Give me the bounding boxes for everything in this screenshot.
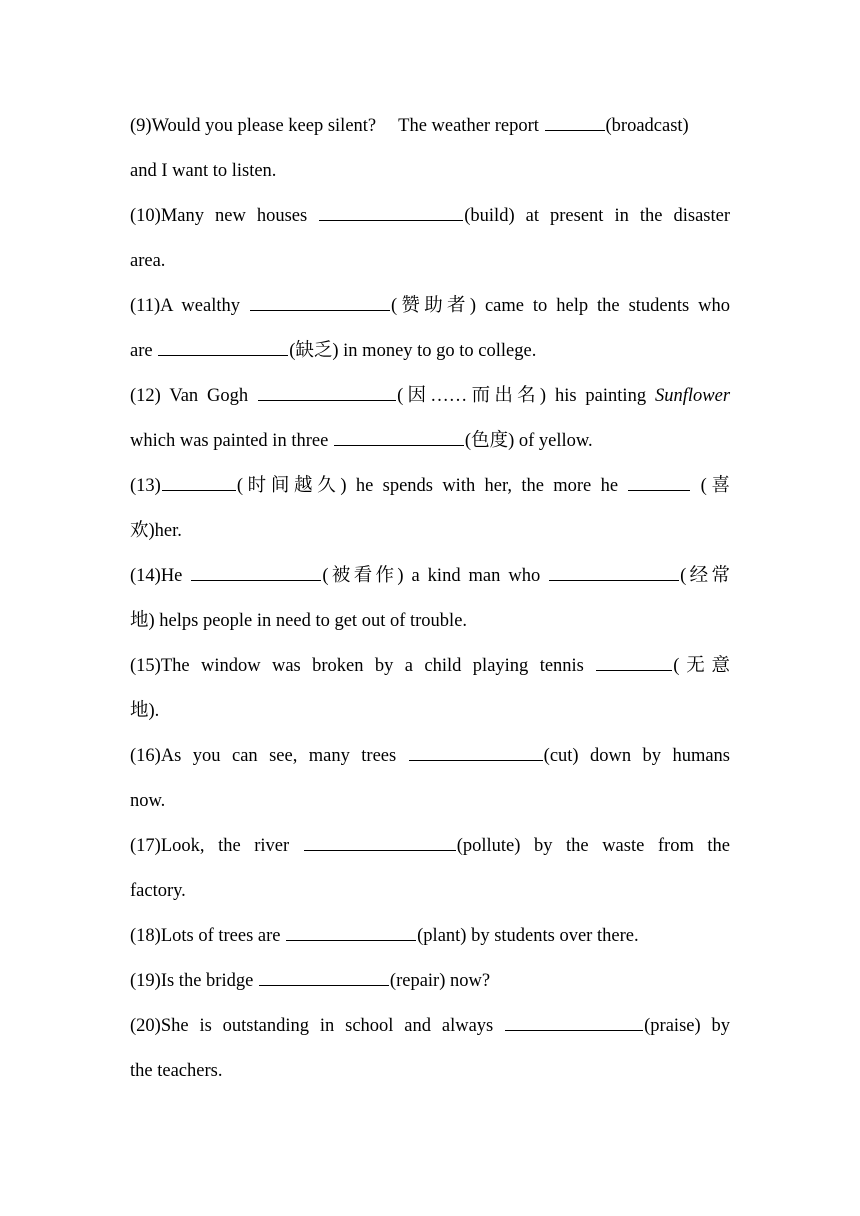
exercise-sheet bbox=[130, 104, 730, 1094]
question-9-line-2 bbox=[130, 149, 730, 194]
question-14-text: 地) helps people in need to get out of trouble. bbox=[130, 611, 468, 631]
question-12-text: which was painted in three bbox=[130, 431, 329, 451]
question-17-line-2 bbox=[130, 869, 730, 914]
question-17-text: (17)Look, bbox=[130, 836, 205, 856]
answer-blank-12b[interactable] bbox=[334, 429, 464, 446]
question-12-text: (因……而出名) his painting bbox=[397, 386, 647, 406]
question-20-line-1 bbox=[130, 1004, 730, 1049]
answer-blank-17[interactable] bbox=[304, 834, 456, 851]
question-16-line-1 bbox=[130, 734, 730, 779]
question-11-text: (11)A wealthy bbox=[130, 296, 240, 316]
question-17-text: (pollute) by the waste from the bbox=[456, 836, 730, 856]
question-20-text: (20)She is outstanding in school and always bbox=[130, 1016, 494, 1036]
question-9-line-1 bbox=[130, 104, 730, 149]
question-11-line-1 bbox=[130, 284, 730, 329]
answer-blank-11b[interactable] bbox=[158, 339, 288, 356]
question-12-text: (12) Van Gogh bbox=[130, 386, 249, 406]
question-18-line-1 bbox=[130, 914, 730, 959]
question-20-text: the teachers. bbox=[130, 1061, 223, 1081]
question-19-text: (repair) now? bbox=[389, 971, 491, 991]
question-15-line-2 bbox=[130, 689, 730, 734]
question-13-line-1 bbox=[130, 464, 730, 509]
question-13-text: (时间越久) he spends with her, bbox=[236, 476, 513, 496]
question-13-text: 欢)her. bbox=[130, 521, 182, 541]
question-14-line-2 bbox=[130, 599, 730, 644]
answer-blank-13a[interactable] bbox=[162, 474, 236, 491]
question-16-text: (16)As you can see, bbox=[130, 746, 298, 766]
question-13-text: the more he bbox=[521, 476, 619, 496]
question-11-text: are bbox=[130, 341, 153, 361]
question-11-line-2 bbox=[130, 329, 730, 374]
answer-blank-15[interactable] bbox=[596, 654, 672, 671]
question-17-line-1 bbox=[130, 824, 730, 869]
question-16-text: many trees bbox=[308, 746, 397, 766]
question-15-text: 地). bbox=[130, 701, 160, 721]
answer-blank-14b[interactable] bbox=[549, 564, 679, 581]
question-17-text: the river bbox=[218, 836, 290, 856]
question-15-text: (15)The window was broken by a child playing tennis bbox=[130, 656, 584, 676]
question-11-text: (赞助者) came to help the students who bbox=[390, 296, 731, 316]
question-9-hint: (broadcast) bbox=[605, 116, 689, 136]
question-19-line-1 bbox=[130, 959, 730, 1004]
answer-blank-16[interactable] bbox=[409, 744, 543, 761]
question-10-text: (build) at present in the disaster bbox=[464, 206, 730, 226]
question-18-text: (18)Lots of trees are bbox=[130, 926, 281, 946]
question-13-line-2 bbox=[130, 509, 730, 554]
answer-blank-9[interactable] bbox=[545, 114, 605, 131]
question-19-text: (19)Is the bridge bbox=[130, 971, 254, 991]
question-9-text: and I want to listen. bbox=[130, 161, 277, 181]
question-18-text: (plant) by students over there. bbox=[417, 926, 639, 946]
question-9-text: (9)Would you please keep silent? bbox=[130, 116, 377, 136]
answer-blank-19[interactable] bbox=[259, 969, 389, 986]
answer-blank-13b[interactable] bbox=[628, 474, 690, 491]
question-11-text: (缺乏) in money to go to college. bbox=[289, 341, 537, 361]
question-13-text: (13) bbox=[130, 476, 161, 496]
answer-blank-14a[interactable] bbox=[191, 564, 321, 581]
question-16-text: now. bbox=[130, 791, 166, 811]
question-15-line-1 bbox=[130, 644, 730, 689]
question-15-text: (无意 bbox=[673, 656, 730, 676]
question-12-line-2 bbox=[130, 419, 730, 464]
question-10-text: (10)Many new houses bbox=[130, 206, 308, 226]
answer-blank-18[interactable] bbox=[286, 924, 416, 941]
question-20-text: (praise) by bbox=[644, 1016, 731, 1036]
question-10-line-1 bbox=[130, 194, 730, 239]
question-14-text: (经常 bbox=[680, 566, 731, 586]
question-12-line-1 bbox=[130, 374, 730, 419]
painting-title: Sunflower bbox=[654, 386, 731, 406]
question-12-text: (色度) of yellow. bbox=[464, 431, 593, 451]
answer-blank-10[interactable] bbox=[319, 204, 463, 221]
question-14-text: (被看作) a kind man who bbox=[322, 566, 541, 586]
question-10-text: area. bbox=[130, 251, 166, 271]
answer-blank-12a[interactable] bbox=[258, 384, 396, 401]
answer-blank-20[interactable] bbox=[505, 1014, 643, 1031]
question-14-line-1 bbox=[130, 554, 730, 599]
question-10-line-2 bbox=[130, 239, 730, 284]
answer-blank-11a[interactable] bbox=[250, 294, 390, 311]
question-17-text: factory. bbox=[130, 881, 186, 901]
question-9-text: The weather report bbox=[398, 116, 539, 136]
question-14-text: (14)He bbox=[130, 566, 183, 586]
question-16-line-2 bbox=[130, 779, 730, 824]
question-20-line-2 bbox=[130, 1049, 730, 1094]
question-13-text: (喜 bbox=[700, 476, 731, 496]
question-16-text: (cut) down by humans bbox=[543, 746, 731, 766]
